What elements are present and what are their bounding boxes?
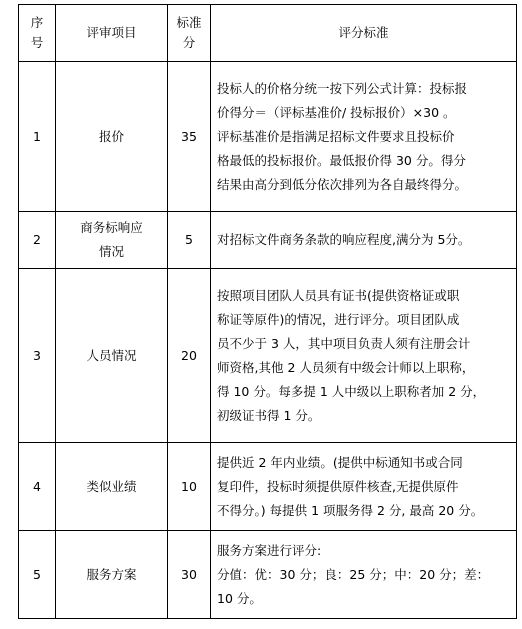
row-criteria-cell — [211, 531, 517, 619]
row-item-cell — [56, 212, 168, 269]
header-item-label: 评审项目 — [86, 25, 137, 40]
row-criteria-line: 评标基准价是指满足招标文件要求且投标价 — [217, 128, 455, 144]
row-score-cell — [168, 62, 211, 212]
row-score-cell — [168, 443, 211, 531]
row-item-cell — [56, 531, 168, 619]
table-header-row — [19, 5, 517, 62]
row-index: 2 — [33, 232, 41, 247]
header-standard-score-line: 分 — [182, 35, 196, 50]
header-index-cell — [19, 5, 56, 62]
row-item-line: 人员情况 — [86, 347, 137, 363]
row-index: 3 — [33, 347, 41, 363]
row-item-line: 类似业绩 — [86, 478, 137, 494]
row-item-line: 情况 — [98, 244, 124, 259]
row-criteria-line: 复印件，投标时须提供原件核查,无提供原件 — [217, 478, 459, 494]
row-criteria-cell — [211, 269, 517, 443]
row-score-cell — [168, 531, 211, 619]
row-index: 5 — [33, 566, 41, 582]
table-row — [19, 62, 517, 212]
header-item-cell — [56, 5, 168, 62]
scoring-criteria-table — [18, 4, 517, 619]
row-criteria-line: 分值：优：30 分；良：25 分；中：20 分；差： — [217, 566, 490, 582]
row-criteria-line: 价得分＝（评标基准价/ 投标报价）×30 。 — [217, 104, 456, 120]
row-index-cell — [19, 443, 56, 531]
row-score-cell — [168, 269, 211, 443]
row-item-cell — [56, 62, 168, 212]
row-index: 1 — [33, 128, 41, 144]
row-score: 10 — [181, 478, 197, 494]
row-criteria-line: 对招标文件商务条款的响应程度,满分为 5分。 — [217, 232, 471, 247]
row-index-cell — [19, 62, 56, 212]
row-criteria-line: 格最低的投标报价。最低报价得 30 分。得分 — [217, 152, 466, 168]
table-row — [19, 531, 517, 619]
row-item-line: 服务方案 — [86, 566, 137, 582]
row-criteria-line: 初级证书得 1 分。 — [217, 407, 321, 423]
row-score: 20 — [181, 347, 197, 363]
row-criteria-line: 员不少于 3 人，其中项目负责人须有注册会计 — [217, 335, 471, 351]
header-criteria-cell — [211, 5, 517, 62]
row-criteria-line: 师资格,其他 2 人员须有中级会计师以上职称， — [217, 359, 475, 375]
row-criteria-line: 称证等原件)的情况，进行评分。项目团队成 — [217, 311, 460, 327]
row-criteria-cell — [211, 443, 517, 531]
row-item-line: 报价 — [98, 128, 124, 144]
table-row — [19, 269, 517, 443]
header-standard-score-line: 标准 — [176, 15, 202, 30]
row-score-cell — [168, 212, 211, 269]
header-standard-score-cell — [168, 5, 211, 62]
row-criteria-cell — [211, 62, 517, 212]
row-criteria-line: 提供近 2 年内业绩。(提供中标通知书或合同 — [217, 454, 463, 470]
table-row — [19, 212, 517, 269]
row-index-cell — [19, 269, 56, 443]
header-criteria-label: 评分标准 — [338, 25, 389, 40]
row-index-cell — [19, 212, 56, 269]
row-criteria-line: 投标人的价格分统一按下列公式计算：投标报 — [217, 80, 468, 96]
header-index-line: 号 — [30, 35, 44, 50]
row-criteria-line: 按照项目团队人员具有证书(提供资格证或职 — [217, 287, 460, 303]
table-row — [19, 443, 517, 531]
row-criteria-line: 服务方案进行评分: — [217, 542, 322, 558]
header-index-line: 序 — [30, 15, 44, 30]
row-criteria-line: 10 分。 — [217, 590, 262, 606]
row-item-cell — [56, 443, 168, 531]
row-criteria-line: 不得分。) 每提供 1 项服务得 2 分, 最高 20 分。 — [217, 502, 484, 518]
row-item-cell — [56, 269, 168, 443]
row-item-line: 商务标响应 — [80, 220, 143, 235]
row-index-cell — [19, 531, 56, 619]
row-criteria-line: 得 10 分。每多提 1 人中级以上职称者加 2 分， — [217, 383, 486, 399]
row-score: 5 — [185, 232, 193, 247]
row-criteria-cell — [211, 212, 517, 269]
row-score: 35 — [181, 128, 197, 144]
row-criteria-line: 结果由高分到低分依次排列为各自最终得分。 — [217, 176, 468, 192]
row-score: 30 — [181, 566, 197, 582]
row-index: 4 — [33, 478, 41, 494]
